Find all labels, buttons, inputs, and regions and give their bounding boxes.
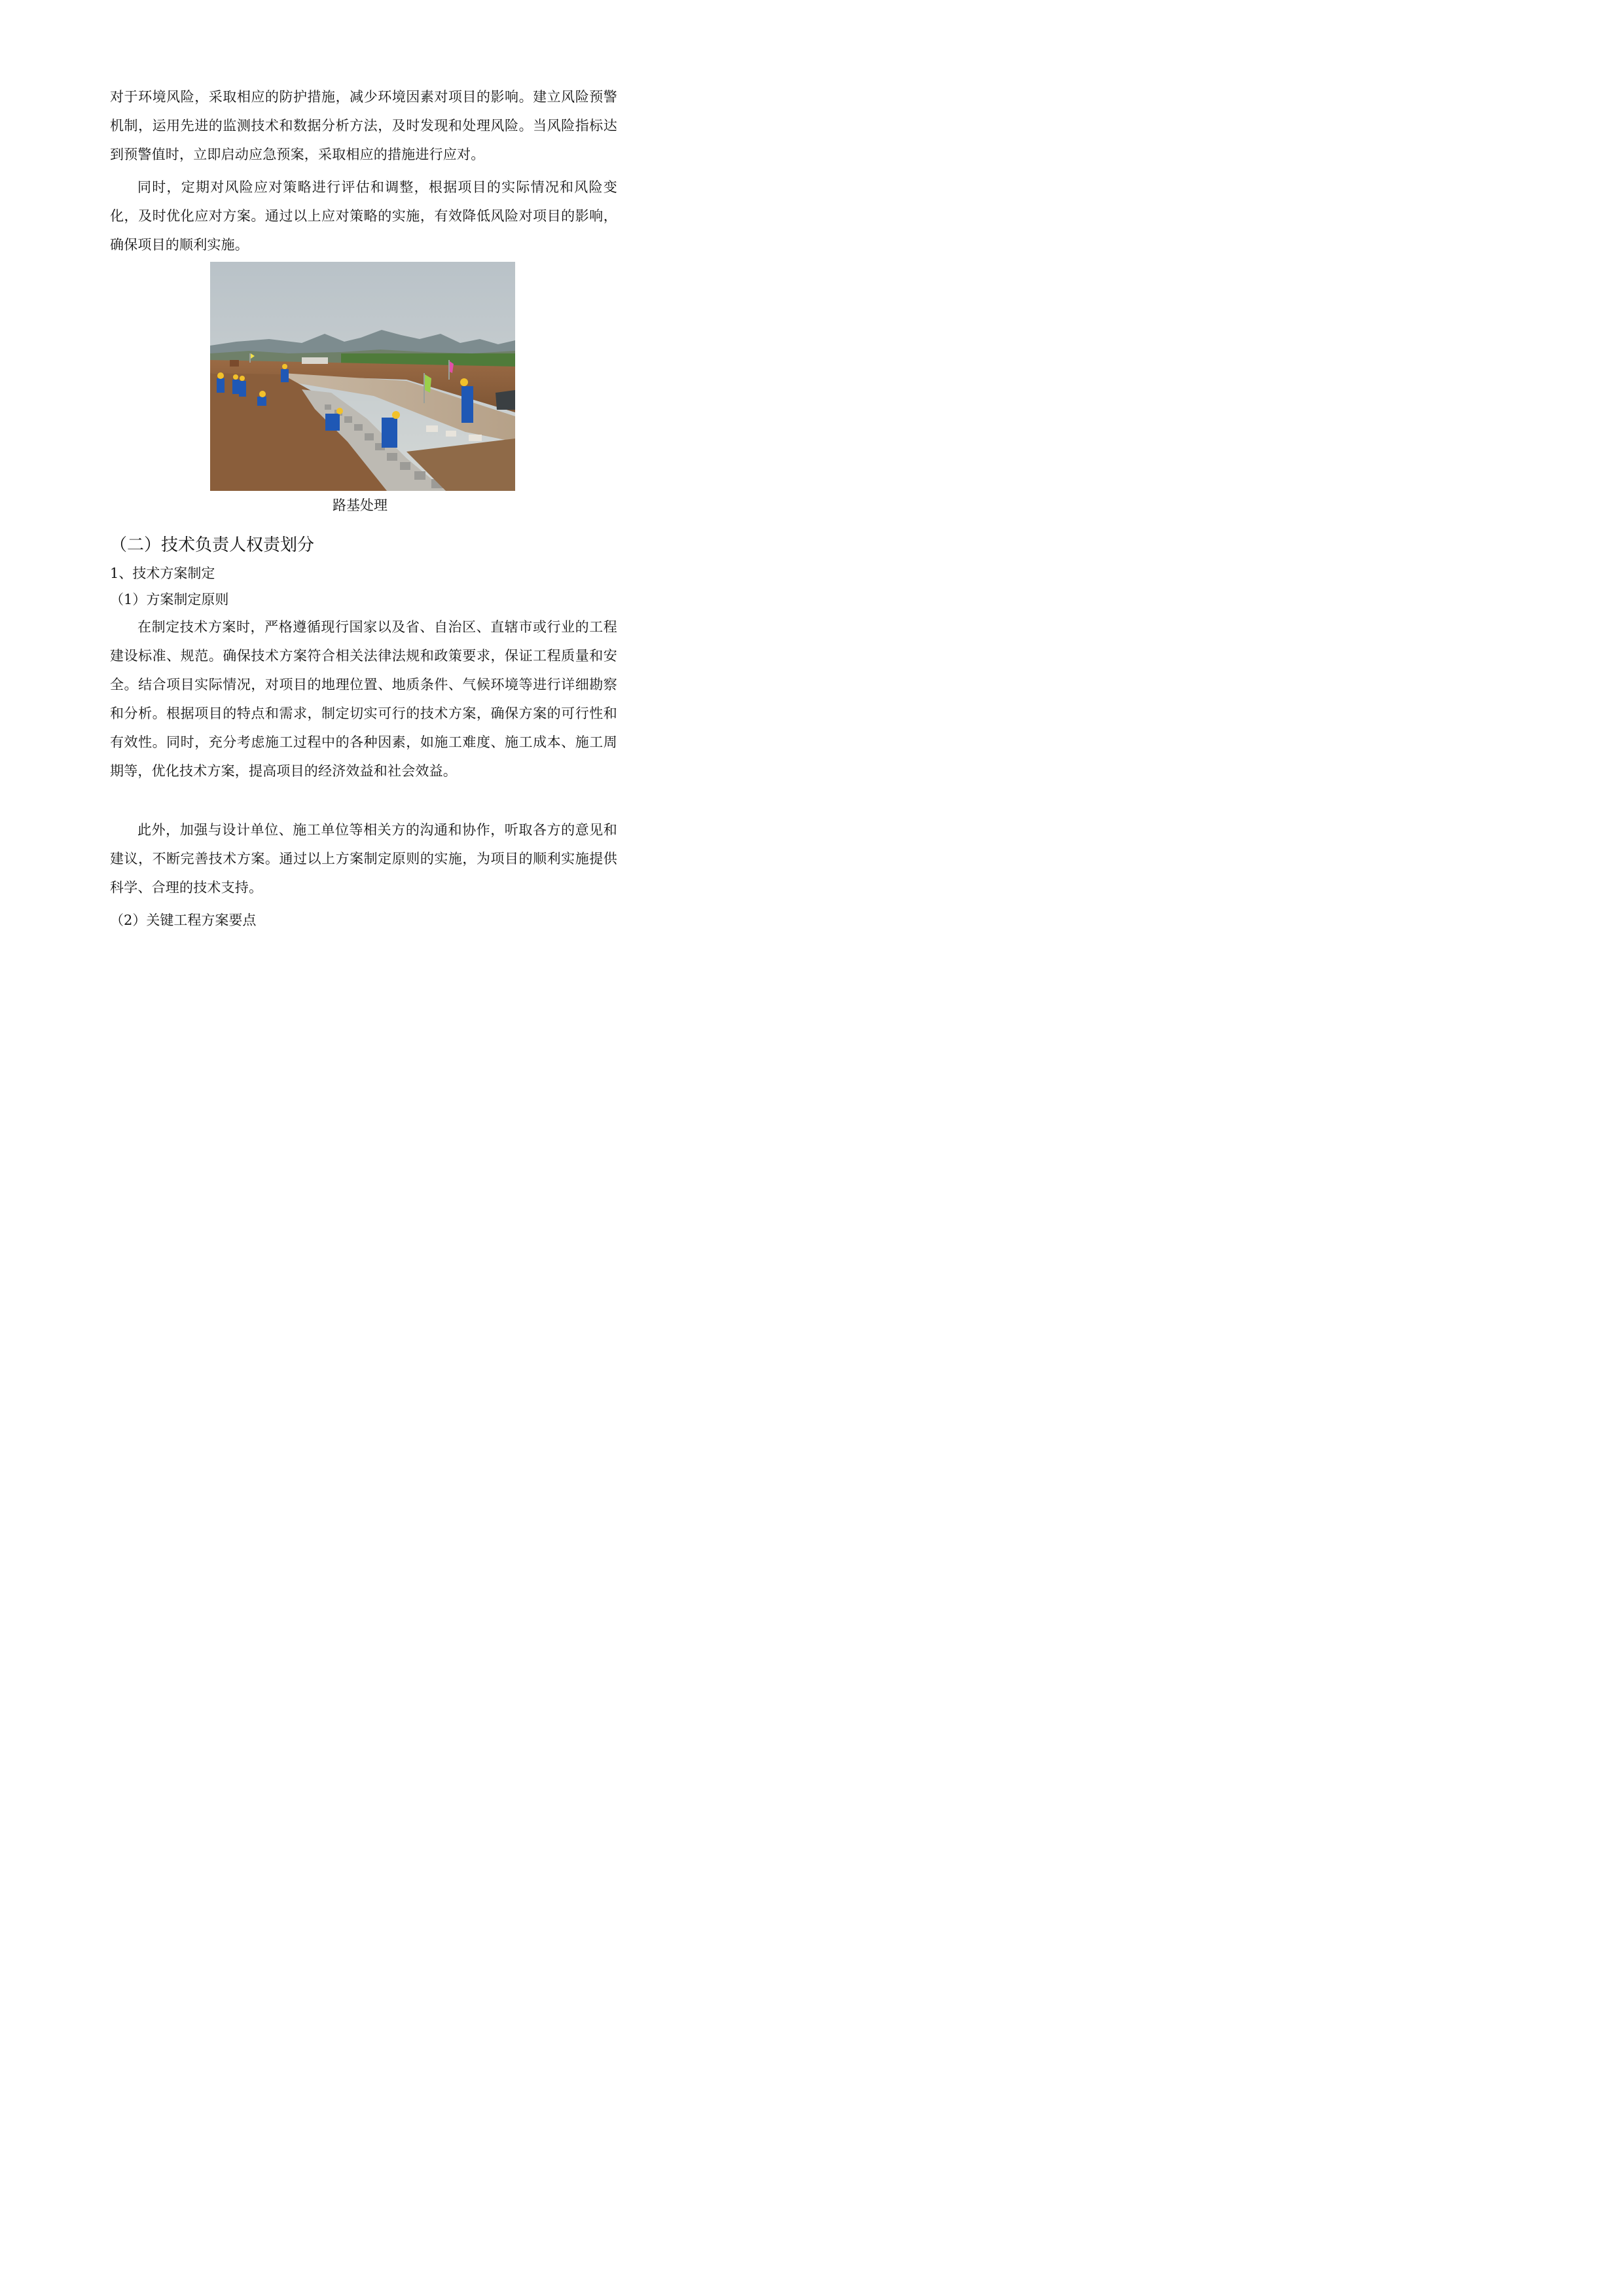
item-heading-key-points: （2）关键工程方案要点 — [110, 912, 257, 928]
paragraph-principles: 在制定技术方案时，严格遵循现行国家以及省、自治区、直辖市或行业的工程建设标准、规范。确保技术方案符合相关法律法规和政策要求，保证工程质量和安全。结合项目实际情况，对项目的地理位置、地质条件、气候环境等进行详细勘察和分析。根据项目的特点和需求，制定切实可行的技术方案，确保方案的可行性和有效性。同时，充分考虑施工过程中的各种因素，如施工难度、施工成本、施工周期等，优化技术方案，提高项目的经济效益和社会效益。 — [110, 619, 617, 779]
paragraph-coordination: 此外，加强与设计单位、施工单位等相关方的沟通和协作，听取各方的意见和建议，不断完善技术方案。通过以上方案制定原则的实施，为项目的顺利实施提供科学、合理的技术支持。 — [110, 822, 617, 895]
paragraph-strategy-review: 同时，定期对风险应对策略进行评估和调整，根据项目的实际情况和风险变化，及时优化应对方案。通过以上应对策略的实施，有效降低风险对项目的影响，确保项目的顺利实施。 — [110, 179, 617, 253]
figure-caption: 路基处理 — [333, 497, 388, 513]
roadbed-treatment-photo — [210, 262, 515, 491]
paragraph-environment-risk: 对于环境风险，采取相应的防护措施，减少环境因素对项目的影响。建立风险预警机制，运用先进的监测技术和数据分析方法，及时发现和处理风险。当风险指标达到预警值时，立即启动应急预案，采取相应的措施进行应对。 — [110, 89, 617, 162]
subsection-heading: 1、技术方案制定 — [110, 565, 215, 581]
section-heading: （二）技术负责人权责划分 — [110, 535, 315, 555]
document-page — [0, 0, 720, 1018]
item-heading-principles: （1）方案制定原则 — [110, 592, 229, 607]
